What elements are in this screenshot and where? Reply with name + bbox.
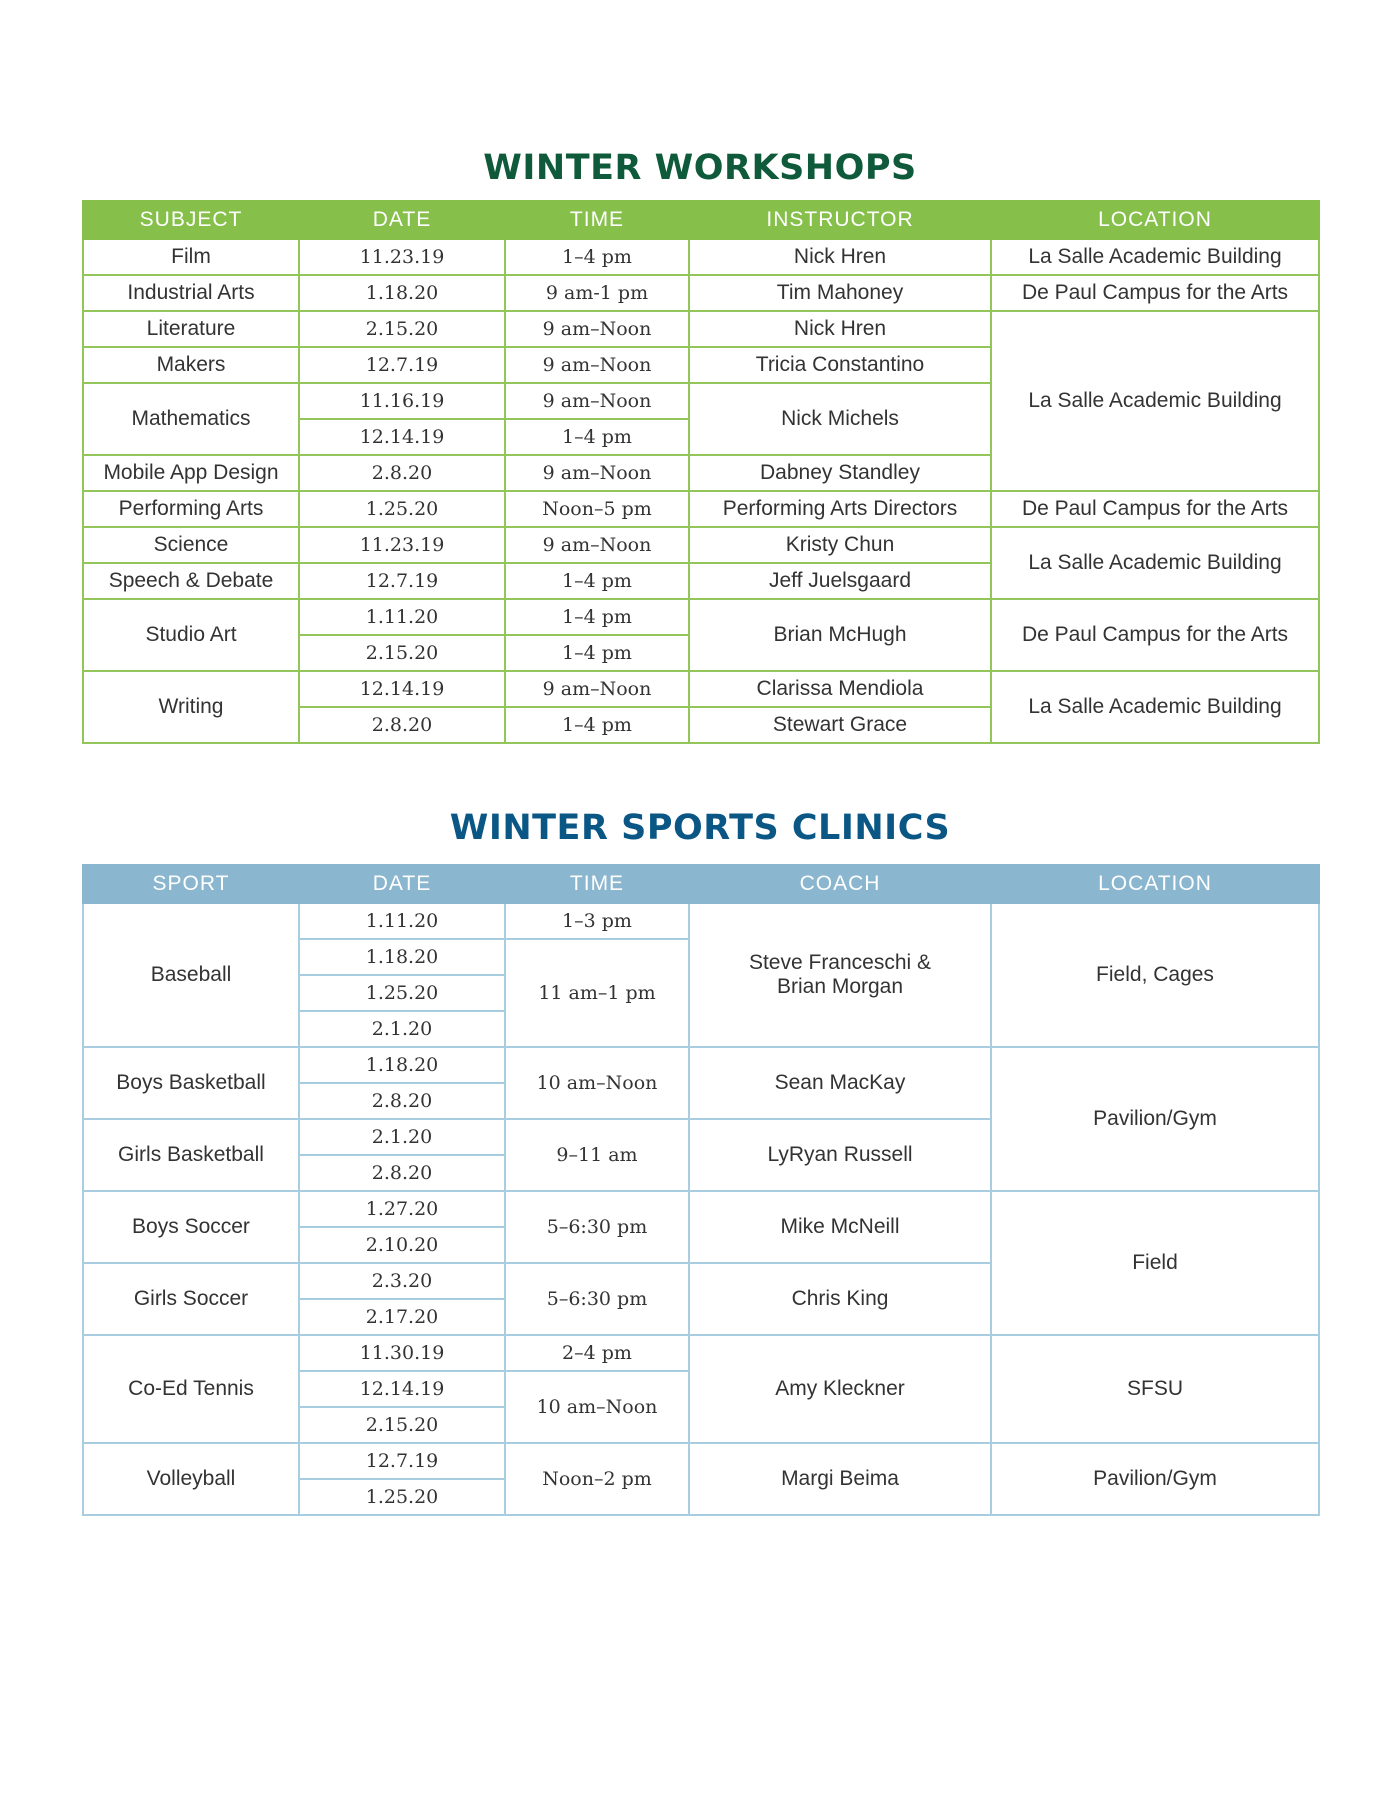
location-cell: La Salle Academic Building (991, 671, 1319, 743)
coach-cell: Sean MacKay (689, 1047, 991, 1119)
sport-cell: Boys Soccer (83, 1191, 299, 1263)
date-cell: 2.3.20 (299, 1263, 505, 1299)
date-cell: 2.15.20 (299, 1407, 505, 1443)
time-cell: 9 am–Noon (505, 455, 689, 491)
time-cell: 1–4 pm (505, 419, 689, 455)
date-cell: 2.15.20 (299, 311, 505, 347)
date-cell: 2.15.20 (299, 635, 505, 671)
location-cell: Field, Cages (991, 903, 1319, 1047)
time-cell: 9 am–Noon (505, 527, 689, 563)
header-sport: SPORT (83, 865, 299, 903)
date-cell: 2.17.20 (299, 1299, 505, 1335)
table-row (83, 275, 1319, 311)
date-cell: 1.25.20 (299, 491, 505, 527)
instructor-cell: Stewart Grace (689, 707, 991, 743)
date-cell: 2.8.20 (299, 1083, 505, 1119)
time-cell: 10 am–Noon (505, 1047, 689, 1119)
location-cell: Pavilion/Gym (991, 1047, 1319, 1191)
coach-cell: Amy Kleckner (689, 1335, 991, 1443)
instructor-cell: Brian McHugh (689, 599, 991, 671)
date-cell: 2.8.20 (299, 1155, 505, 1191)
header-time: TIME (505, 201, 689, 239)
instructor-cell: Tim Mahoney (689, 275, 991, 311)
date-cell: 12.14.19 (299, 1371, 505, 1407)
location-cell: Field (991, 1191, 1319, 1335)
header-date: DATE (299, 865, 505, 903)
workshops-title: WINTER WORKSHOPS (483, 148, 917, 188)
workshops-header-row (83, 201, 1319, 239)
table-row (83, 599, 1319, 635)
date-cell: 2.1.20 (299, 1119, 505, 1155)
time-cell: 9 am–Noon (505, 671, 689, 707)
sport-cell: Girls Basketball (83, 1119, 299, 1191)
date-cell: 12.7.19 (299, 1443, 505, 1479)
date-cell: 2.8.20 (299, 707, 505, 743)
workshops-table (82, 200, 1320, 744)
location-cell: De Paul Campus for the Arts (991, 491, 1319, 527)
instructor-cell: Kristy Chun (689, 527, 991, 563)
subject-cell: Mobile App Design (83, 455, 299, 491)
coach-cell: Chris King (689, 1263, 991, 1335)
subject-cell: Literature (83, 311, 299, 347)
date-cell: 1.25.20 (299, 975, 505, 1011)
instructor-cell: Tricia Constantino (689, 347, 991, 383)
time-cell: 10 am–Noon (505, 1371, 689, 1443)
time-cell: 1–4 pm (505, 599, 689, 635)
coach-cell: LyRyan Russell (689, 1119, 991, 1191)
time-cell: 9 am–Noon (505, 347, 689, 383)
table-row (83, 671, 1319, 707)
sport-cell: Volleyball (83, 1443, 299, 1515)
location-cell: De Paul Campus for the Arts (991, 275, 1319, 311)
location-cell: SFSU (991, 1335, 1319, 1443)
location-cell: De Paul Campus for the Arts (991, 599, 1319, 671)
date-cell: 12.7.19 (299, 347, 505, 383)
date-cell: 12.14.19 (299, 419, 505, 455)
table-row (83, 239, 1319, 275)
time-cell: 1–4 pm (505, 635, 689, 671)
date-cell: 12.7.19 (299, 563, 505, 599)
header-coach: COACH (689, 865, 991, 903)
date-cell: 1.18.20 (299, 1047, 505, 1083)
time-cell: 5–6:30 pm (505, 1191, 689, 1263)
time-cell: 1–3 pm (505, 903, 689, 939)
instructor-cell: Nick Hren (689, 311, 991, 347)
instructor-cell: Jeff Juelsgaard (689, 563, 991, 599)
instructor-cell: Nick Hren (689, 239, 991, 275)
header-location: LOCATION (991, 865, 1319, 903)
time-cell: 9 am–Noon (505, 383, 689, 419)
table-row (83, 1443, 1319, 1479)
table-row (83, 1335, 1319, 1371)
time-cell: 1–4 pm (505, 563, 689, 599)
table-row (83, 1047, 1319, 1083)
time-cell: Noon–5 pm (505, 491, 689, 527)
date-cell: 2.1.20 (299, 1011, 505, 1047)
instructor-cell: Performing Arts Directors (689, 491, 991, 527)
table-row (83, 1191, 1319, 1227)
time-cell: 9–11 am (505, 1119, 689, 1191)
coach-cell (689, 903, 991, 1047)
location-cell: La Salle Academic Building (991, 311, 1319, 491)
header-time: TIME (505, 865, 689, 903)
coach-line-1: Steve Franceschi & (748, 951, 932, 974)
time-cell: 9 am–Noon (505, 311, 689, 347)
instructor-cell: Dabney Standley (689, 455, 991, 491)
sport-cell: Baseball (83, 903, 299, 1047)
coach-cell: Margi Beima (689, 1443, 991, 1515)
sport-cell: Co-Ed Tennis (83, 1335, 299, 1443)
subject-cell: Makers (83, 347, 299, 383)
date-cell: 1.11.20 (299, 903, 505, 939)
subject-cell: Film (83, 239, 299, 275)
sports-title: WINTER SPORTS CLINICS (449, 808, 951, 848)
time-cell: Noon–2 pm (505, 1443, 689, 1515)
date-cell: 11.23.19 (299, 527, 505, 563)
subject-cell: Science (83, 527, 299, 563)
date-cell: 2.8.20 (299, 455, 505, 491)
instructor-cell: Nick Michels (689, 383, 991, 455)
sport-cell: Boys Basketball (83, 1047, 299, 1119)
table-row (83, 903, 1319, 939)
header-subject: SUBJECT (83, 201, 299, 239)
date-cell: 1.25.20 (299, 1479, 505, 1515)
header-date: DATE (299, 201, 505, 239)
sport-cell: Girls Soccer (83, 1263, 299, 1335)
time-cell: 9 am-1 pm (505, 275, 689, 311)
subject-cell: Industrial Arts (83, 275, 299, 311)
subject-cell: Speech & Debate (83, 563, 299, 599)
date-cell: 12.14.19 (299, 671, 505, 707)
location-cell: La Salle Academic Building (991, 239, 1319, 275)
table-row (83, 527, 1319, 563)
location-cell: La Salle Academic Building (991, 527, 1319, 599)
header-instructor: INSTRUCTOR (689, 201, 991, 239)
time-cell: 5–6:30 pm (505, 1263, 689, 1335)
sports-table (82, 864, 1320, 1516)
location-cell: Pavilion/Gym (991, 1443, 1319, 1515)
date-cell: 1.27.20 (299, 1191, 505, 1227)
header-location: LOCATION (991, 201, 1319, 239)
coach-line-2: Brian Morgan (776, 975, 904, 998)
subject-cell: Performing Arts (83, 491, 299, 527)
time-cell: 2–4 pm (505, 1335, 689, 1371)
sports-header-row (83, 865, 1319, 903)
date-cell: 11.23.19 (299, 239, 505, 275)
time-cell: 11 am–1 pm (505, 939, 689, 1047)
table-row (83, 491, 1319, 527)
date-cell: 2.10.20 (299, 1227, 505, 1263)
date-cell: 11.16.19 (299, 383, 505, 419)
date-cell: 1.18.20 (299, 275, 505, 311)
date-cell: 1.18.20 (299, 939, 505, 975)
instructor-cell: Clarissa Mendiola (689, 671, 991, 707)
date-cell: 11.30.19 (299, 1335, 505, 1371)
subject-cell: Mathematics (83, 383, 299, 455)
time-cell: 1–4 pm (505, 707, 689, 743)
time-cell: 1–4 pm (505, 239, 689, 275)
table-row (83, 311, 1319, 347)
subject-cell: Writing (83, 671, 299, 743)
date-cell: 1.11.20 (299, 599, 505, 635)
coach-cell: Mike McNeill (689, 1191, 991, 1263)
subject-cell: Studio Art (83, 599, 299, 671)
